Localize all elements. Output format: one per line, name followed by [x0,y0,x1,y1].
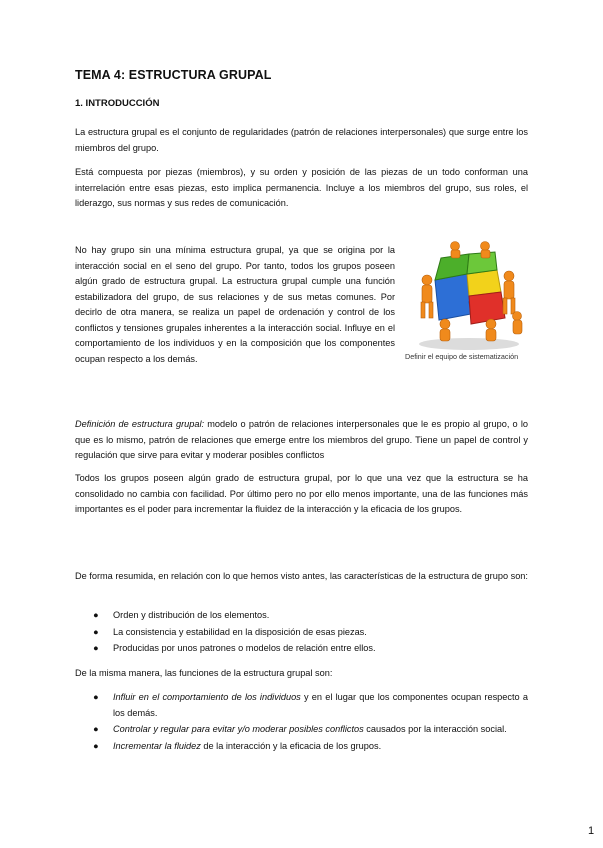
characteristics-list [75,608,528,658]
puzzle-pieces [435,252,505,324]
page-number: 1 [588,825,595,837]
definition-text: modelo o patrón de relaciones interpersonales que le es propio al grupo, o lo que es lo mismo, patrón de relaciones que emerge entre los miembros del grupo. Tiene un papel de control y regulación que sirve para evitar y moderar posibles conflictos [75,419,528,460]
list-item: ● La consistencia y estabilidad en la disposición de esas piezas. [75,625,528,641]
figure-caption: Definir el equipo de sistematización [405,352,519,361]
page-title: TEMA 4: ESTRUCTURA GRUPAL [75,68,272,82]
paragraph-composition: Está compuesta por piezas (miembros), y su orden y posición de las piezas de un todo conforman una interrelación entre esas piezas, esto implica permanencia. Incluye a los miembros del grupo, sus roles, el liderazgo, sus normas y sus redes de comunicación. [75,167,528,208]
puzzle-teamwork-image [405,240,533,352]
section-heading: 1. INTRODUCCIÓN [75,98,160,109]
list-item: ● Producidas por unos patrones o modelos de relación entre ellos. [75,641,528,657]
paragraph-interaction: No hay grupo sin una mínima estructura grupal, ya que se origina por la interacción social en el seno del grupo. Por tanto, todos los grupos poseen algún grado de estructura grupal. La estructura grupal cumple una función estabilizadora del grupo, de sus relaciones y de sus metas comunes. Por decirlo de otra manera, se realiza un papel de ordenación y control de los conflictos y tensiones grupales inherentes a la interacción social. Influye en el comportamiento de los individuos y en la composición que los componentes ocupan respecto a los demás. [75,245,395,364]
bullet-icon: ● [93,626,99,637]
list-item: ● Influir en el comportamiento de los individuos y en el lugar que los componentes ocupan respecto a los demás. [93,692,528,718]
paragraph-consolidation: Todos los grupos poseen algún grado de estructura grupal, por lo que una vez que la estructura se ha consolidado no cambia con facilidad. Por último pero no por ello menos importante, una de las funciones más importantes es el poder para incrementar la fluidez de la interacción y la eficacia de los grupos. [75,473,528,514]
list-item: ● Controlar y regular para evitar y/o moderar posibles conflictos causados por la interacción social. [75,722,528,738]
bullet-icon: ● [93,740,99,751]
paragraph-definition: La estructura grupal es el conjunto de regularidades (patrón de relaciones interpersonales) que surge entre los miembros del grupo. [75,127,528,153]
bullet-icon: ● [93,724,99,734]
bullet-icon: ● [93,610,99,620]
definition-label: Definición de estructura grupal: [75,419,205,429]
paragraph-functions-intro: De la misma manera, las funciones de la estructura grupal son: [75,668,333,678]
bullet-icon: ● [93,643,99,653]
functions-list [75,690,528,755]
list-item: ● Incrementar la fluidez de la interacción y la eficacia de los grupos. [75,739,528,755]
paragraph-summary: De forma resumida, en relación con lo que hemos visto antes, las características de la estructura de grupo son: [75,571,528,581]
list-item: ● Orden y distribución de los elementos. [75,608,528,624]
bullet-icon: ● [93,692,99,702]
paragraph-definition-structure [75,417,528,464]
